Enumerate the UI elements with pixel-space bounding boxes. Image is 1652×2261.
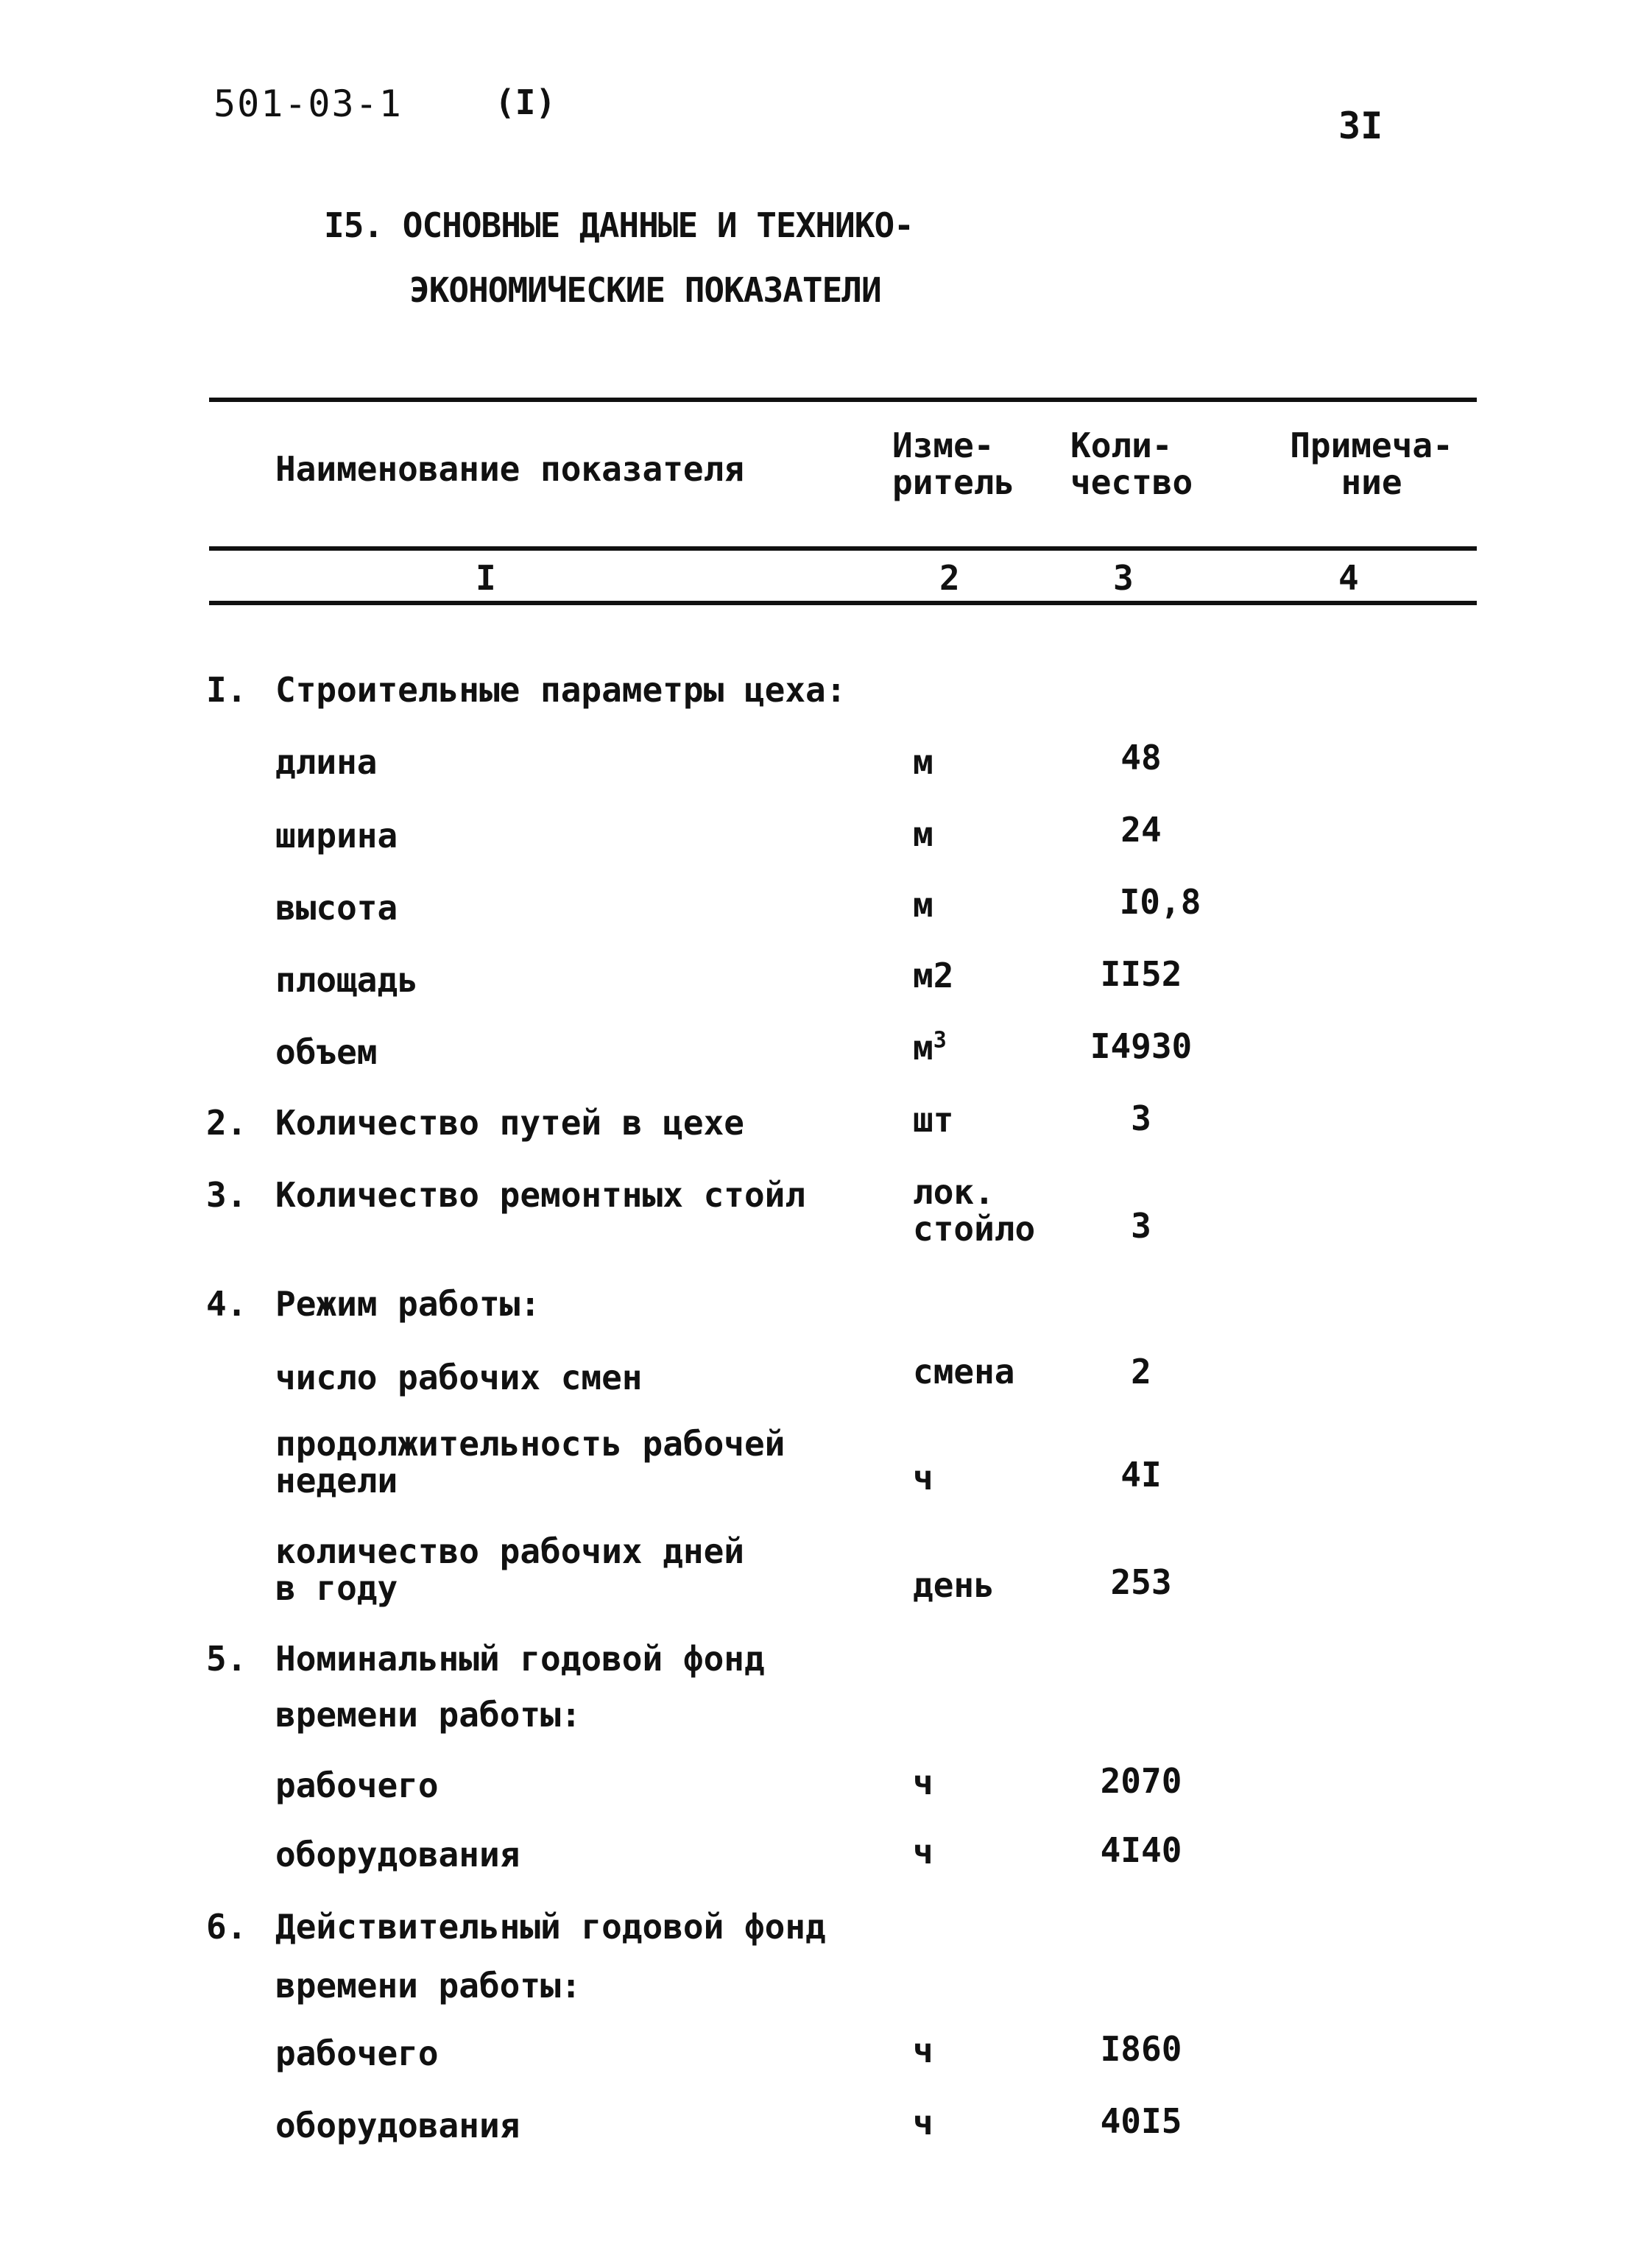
row-unit: м — [913, 742, 933, 782]
row-unit: ч — [913, 2103, 933, 2142]
row-unit: м2 — [913, 956, 954, 995]
row-name: длина — [275, 742, 378, 782]
row-unit: м — [913, 885, 933, 925]
row-name: Действительный годовой фонд — [275, 1907, 826, 1947]
row-quantity: 2 — [1131, 1352, 1151, 1391]
row-number: 6. — [206, 1907, 247, 1947]
section-title-line-1: I5. ОСНОВНЫЕ ДАННЫЕ И ТЕХНИКО- — [324, 205, 914, 245]
row-quantity: 4I40 — [1100, 1830, 1182, 1870]
row-name: объем — [275, 1032, 378, 1072]
row-unit — [913, 1029, 947, 1066]
row-name: ширина — [275, 816, 398, 856]
row-name — [275, 1425, 785, 1499]
row-name: Номинальный годовой фонд — [275, 1639, 765, 1679]
row-name: Режим работы: — [275, 1284, 541, 1324]
row-unit: смена — [913, 1352, 1015, 1391]
row-quantity: 2070 — [1100, 1761, 1182, 1801]
row-unit: шт — [913, 1100, 954, 1140]
row-quantity: I860 — [1100, 2029, 1182, 2069]
table-column-numbers-rule — [209, 601, 1477, 605]
row-unit-line-2: стойло — [913, 1209, 1036, 1249]
column-header-unit-line-1: Изме- — [892, 426, 995, 465]
row-name: рабочего — [275, 2034, 439, 2073]
row-quantity: I0,8 — [1119, 882, 1201, 922]
row-number: 2. — [206, 1103, 247, 1143]
row-name: оборудования — [275, 2106, 520, 2145]
column-number-1: I — [476, 558, 496, 598]
row-number: I. — [206, 670, 247, 710]
row-quantity: I4930 — [1090, 1026, 1193, 1066]
column-number-4: 4 — [1338, 558, 1359, 598]
row-quantity: 3 — [1131, 1206, 1151, 1246]
column-header-note — [1272, 427, 1471, 501]
row-unit: день — [913, 1565, 995, 1605]
row-name: Количество ремонтных стойл — [275, 1175, 806, 1215]
row-name-line-2: недели — [275, 1461, 398, 1500]
section-title-line-2: ЭКОНОМИЧЕСКИЕ ПОКАЗАТЕЛИ — [409, 270, 881, 310]
row-unit — [913, 1174, 1035, 1247]
row-name-line-1: продолжительность рабочей — [275, 1424, 786, 1464]
row-quantity: 3 — [1131, 1098, 1151, 1138]
row-unit-line-1: лок. — [913, 1172, 995, 1212]
row-quantity: 4I — [1120, 1455, 1162, 1495]
row-number: 5. — [206, 1639, 247, 1679]
row-number: 3. — [206, 1175, 247, 1215]
table-header-rule — [209, 546, 1477, 551]
column-header-note-line-2: ние — [1341, 462, 1402, 502]
row-name-line-2: в году — [275, 1568, 398, 1608]
document-code: 501-03-1 — [213, 82, 403, 125]
document-part: (I) — [495, 82, 557, 122]
column-number-3: 3 — [1113, 558, 1134, 598]
column-header-quantity — [1070, 427, 1218, 501]
page-number: 3I — [1338, 105, 1383, 147]
row-unit-superscript: 3 — [933, 1027, 947, 1054]
row-name: рабочего — [275, 1766, 439, 1805]
row-name: времени работы: — [275, 1695, 582, 1735]
column-header-note-line-1: Примеча- — [1290, 426, 1453, 465]
column-header-quantity-line-1: Коли- — [1070, 426, 1173, 465]
row-name: Количество путей в цехе — [275, 1103, 744, 1143]
row-name: высота — [275, 888, 398, 928]
row-unit: ч — [913, 1763, 933, 1802]
row-quantity: 40I5 — [1100, 2101, 1182, 2141]
row-unit: ч — [913, 1458, 933, 1498]
column-header-name: Наименование показателя — [275, 449, 744, 489]
row-unit-base: м — [913, 1028, 933, 1068]
row-name: Строительные параметры цеха: — [275, 670, 847, 710]
row-name: времени работы: — [275, 1966, 582, 2006]
table-top-rule — [209, 398, 1477, 402]
row-unit: ч — [913, 2031, 933, 2070]
column-header-unit — [892, 427, 1039, 501]
row-name: оборудования — [275, 1835, 520, 1874]
row-unit: м — [913, 814, 933, 854]
row-quantity: 253 — [1110, 1562, 1172, 1602]
section-title — [324, 193, 914, 322]
row-unit: ч — [913, 1832, 933, 1872]
row-name: число рабочих смен — [275, 1358, 643, 1397]
column-number-2: 2 — [939, 558, 960, 598]
row-number: 4. — [206, 1284, 247, 1324]
row-quantity: II52 — [1100, 954, 1182, 994]
column-header-quantity-line-2: чество — [1070, 462, 1193, 502]
row-name-line-1: количество рабочих дней — [275, 1531, 744, 1571]
row-quantity: 24 — [1120, 810, 1162, 850]
column-header-unit-line-2: ритель — [892, 462, 1015, 502]
row-quantity: 48 — [1120, 738, 1162, 777]
row-name — [275, 1533, 744, 1606]
row-name: площадь — [275, 960, 418, 1000]
